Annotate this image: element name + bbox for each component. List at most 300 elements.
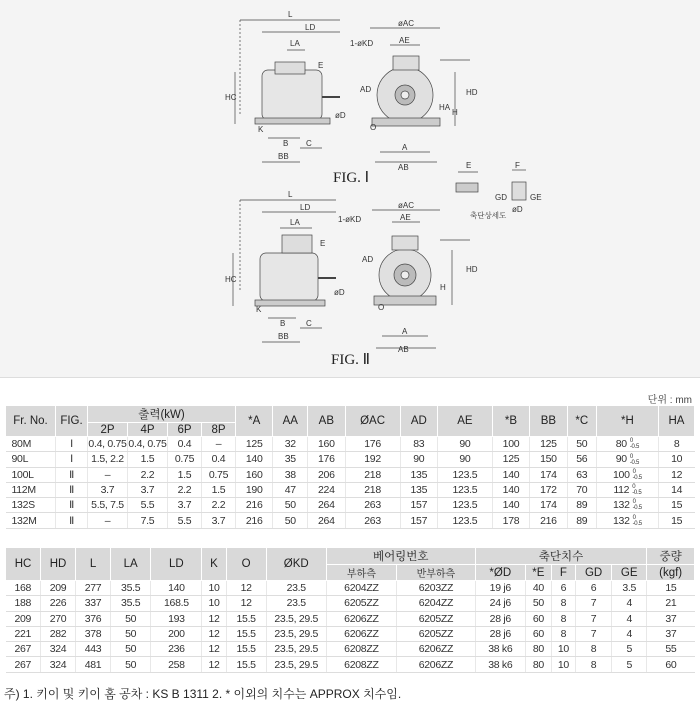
table-cell: 2.2 <box>202 498 236 513</box>
table-cell: Ⅱ <box>56 482 88 497</box>
col-2p: 2P <box>88 423 128 437</box>
table-cell: 218 <box>345 467 400 482</box>
svg-text:B: B <box>280 319 286 328</box>
table-cell: Ⅱ <box>56 467 88 482</box>
table-cell: 6 <box>575 581 611 596</box>
table-cell: 5.5, 7.5 <box>88 498 128 513</box>
table-cell: 3.7 <box>168 498 202 513</box>
table-cell: 23.5, 29.5 <box>266 642 326 657</box>
table-cell: 50 <box>111 611 151 626</box>
table-cell: 125 <box>492 452 529 467</box>
h-value: 90 <box>615 453 627 466</box>
col-kd: ØKD <box>266 548 326 581</box>
table-cell: 176 <box>345 437 400 452</box>
svg-text:H: H <box>440 283 446 292</box>
table-cell: 6205ZZ <box>326 596 396 611</box>
table-cell: 12 <box>202 642 226 657</box>
table-cell: 6204ZZ <box>326 581 396 596</box>
table-cell: 264 <box>308 498 345 513</box>
col-output: 출력(kW) <box>88 406 236 423</box>
table-cell: 50 <box>111 642 151 657</box>
shaft-bearing-table <box>5 547 695 673</box>
h-tolerance: 0 -0.5 <box>632 484 642 497</box>
table-cell: 140 <box>492 467 529 482</box>
table-cell: 160 <box>236 467 273 482</box>
svg-text:LA: LA <box>290 39 300 48</box>
table-cell: 6208ZZ <box>326 657 396 672</box>
table-cell: 50 <box>567 437 596 452</box>
table-cell: 337 <box>76 596 111 611</box>
table-cell: 89 <box>567 498 596 513</box>
col-shaft-gd: GD <box>575 565 611 581</box>
table-row <box>6 482 695 497</box>
col-shaft-d: *ØD <box>475 565 525 581</box>
table-cell: 8 <box>658 437 694 452</box>
h-value: 80 <box>615 438 627 451</box>
table-cell: 140 <box>492 482 529 497</box>
table-cell: 1.5 <box>168 467 202 482</box>
svg-text:AD: AD <box>362 255 374 264</box>
col-ae: AE <box>438 406 493 437</box>
svg-text:E: E <box>320 239 326 248</box>
table-cell: 8 <box>575 642 611 657</box>
table-cell: 160 <box>308 437 345 452</box>
table-cell: 168.5 <box>151 596 202 611</box>
table-cell: 0.4, 0.75 <box>88 438 127 451</box>
svg-text:AD: AD <box>360 85 372 94</box>
col-b: *B <box>492 406 529 437</box>
col-weight: 중량 <box>647 548 695 565</box>
col-bearing-load: 부하측 <box>326 565 396 581</box>
h-value: 132 <box>612 499 630 512</box>
table-cell: 150 <box>530 452 567 467</box>
table-cell: 1.5 <box>202 482 236 497</box>
table-cell: 123.5 <box>438 513 493 528</box>
table-cell: 10 <box>551 657 575 672</box>
table-cell: 193 <box>151 611 202 626</box>
table-cell: 10 <box>551 642 575 657</box>
table-cell: 50 <box>525 596 551 611</box>
table-cell: 216 <box>530 513 567 528</box>
svg-text:øAC: øAC <box>398 201 414 210</box>
table-cell: 4 <box>612 626 647 641</box>
table-cell: 6206ZZ <box>326 611 396 626</box>
table-row <box>6 437 695 452</box>
table-cell: 6204ZZ <box>397 596 476 611</box>
table-cell: 157 <box>400 513 437 528</box>
h-value: 132 <box>612 514 630 527</box>
table-row <box>6 611 695 626</box>
table-cell: 55 <box>647 642 695 657</box>
table-cell <box>596 437 658 452</box>
table-cell: 21 <box>647 596 695 611</box>
col-4p: 4P <box>128 423 168 437</box>
table-cell: 0.4 <box>168 437 202 452</box>
table-cell: 135 <box>400 482 437 497</box>
table-cell: 168 <box>6 581 41 596</box>
table-cell: 224 <box>308 482 345 497</box>
table-cell: 209 <box>41 581 76 596</box>
col-frame-no: Fr. No. <box>6 406 56 437</box>
col-bb: BB <box>530 406 567 437</box>
table-row <box>6 642 695 657</box>
table-cell: 90 <box>438 452 493 467</box>
table-cell: Ⅰ <box>56 437 88 452</box>
table-cell: 218 <box>345 482 400 497</box>
table-cell: 2.2 <box>128 467 168 482</box>
svg-text:AE: AE <box>400 213 411 222</box>
h-tolerance: 0 -0.5 <box>632 468 642 481</box>
fig2-label: FIG. Ⅱ <box>331 352 371 368</box>
col-shaft: 축단치수 <box>475 548 646 565</box>
table-row <box>6 581 695 596</box>
table-row <box>6 498 695 513</box>
table-cell: 23.5, 29.5 <box>266 611 326 626</box>
table-cell: 2.2 <box>168 482 202 497</box>
table-cell: 188 <box>6 596 41 611</box>
table-cell: 172 <box>530 482 567 497</box>
table-cell: 50 <box>111 657 151 672</box>
svg-text:HA: HA <box>439 103 451 112</box>
svg-text:K: K <box>256 305 262 314</box>
table-cell: 5.5 <box>128 498 168 513</box>
table-cell: 80M <box>6 437 56 452</box>
table-cell: 0.75 <box>168 452 202 467</box>
table-cell: 100 <box>492 437 529 452</box>
table-cell <box>596 452 658 467</box>
svg-text:C: C <box>306 319 312 328</box>
svg-text:LD: LD <box>300 203 311 212</box>
col-a: *A <box>236 406 273 437</box>
table-cell: 15.5 <box>226 657 266 672</box>
table-cell: 15 <box>647 581 695 596</box>
table-cell: 206 <box>308 467 345 482</box>
table-cell: 4 <box>612 596 647 611</box>
table-cell: 89 <box>567 513 596 528</box>
table-cell: 258 <box>151 657 202 672</box>
svg-text:GD: GD <box>495 193 507 202</box>
table-cell: 10 <box>202 596 226 611</box>
svg-text:K: K <box>258 125 264 134</box>
svg-text:LA: LA <box>290 218 300 227</box>
table-cell: 132S <box>6 498 56 513</box>
table-cell: 6205ZZ <box>397 626 476 641</box>
h-value: 112 <box>613 483 630 496</box>
table-cell: 125 <box>530 437 567 452</box>
table-cell: 10 <box>202 581 226 596</box>
svg-text:O: O <box>370 123 377 132</box>
table-cell: 19 j6 <box>475 581 525 596</box>
shaft-detail-view <box>456 170 526 200</box>
table-cell: 324 <box>41 657 76 672</box>
table-cell: 125 <box>236 437 273 452</box>
col-l: L <box>76 548 111 581</box>
table-cell: 112M <box>6 482 56 497</box>
col-ad: AD <box>400 406 437 437</box>
table-cell: 90 <box>400 452 437 467</box>
svg-text:HD: HD <box>466 88 478 97</box>
col-aa: AA <box>273 406 308 437</box>
table-cell: 12 <box>658 467 694 482</box>
col-ha: HA <box>658 406 694 437</box>
col-shaft-e: *E <box>525 565 551 581</box>
col-6p: 6P <box>168 423 202 437</box>
table-cell: 263 <box>345 513 400 528</box>
table-cell: 200 <box>151 626 202 641</box>
table-cell: 174 <box>530 498 567 513</box>
svg-text:E: E <box>318 61 324 70</box>
svg-text:C: C <box>306 139 312 148</box>
table-cell: 50 <box>111 626 151 641</box>
col-hd: HD <box>41 548 76 581</box>
table-cell: Ⅰ <box>56 452 88 467</box>
table-cell: 15.5 <box>226 611 266 626</box>
h-value: 100 <box>612 468 630 481</box>
table-cell: 282 <box>41 626 76 641</box>
table-cell <box>596 498 658 513</box>
table-cell: 3.5 <box>612 581 647 596</box>
svg-text:A: A <box>402 143 408 152</box>
table-cell: Ⅱ <box>56 498 88 513</box>
table-cell: Ⅱ <box>56 513 88 528</box>
table-cell: 135 <box>400 467 437 482</box>
table-cell: 6208ZZ <box>326 642 396 657</box>
table-row <box>6 513 695 528</box>
col-ac: ØAC <box>345 406 400 437</box>
table-cell: 15 <box>658 498 694 513</box>
col-hc: HC <box>6 548 41 581</box>
svg-text:øD: øD <box>512 205 523 214</box>
table-cell: 216 <box>236 513 273 528</box>
table-cell: 6206ZZ <box>397 642 476 657</box>
table-cell: 50 <box>273 498 308 513</box>
table-cell: 443 <box>76 642 111 657</box>
svg-text:HC: HC <box>225 93 237 102</box>
table-cell: 0.75 <box>202 467 236 482</box>
table-cell: 226 <box>41 596 76 611</box>
h-tolerance: 0 -0.5 <box>632 514 642 527</box>
footer-note: 주) 1. 키이 및 키이 홈 공차 : KS B 1311 2. * 이외의 치수는 APPROX 치수임. <box>4 687 402 701</box>
table-cell: 32 <box>273 437 308 452</box>
table-cell: – <box>202 437 236 452</box>
svg-text:øD: øD <box>335 111 346 120</box>
table-cell: 15 <box>658 513 694 528</box>
table-cell: 80 <box>525 642 551 657</box>
table-cell: 8 <box>575 657 611 672</box>
unit-label: 단위 : mm <box>647 395 692 406</box>
shaft-detail-label: 축단상세도 <box>470 211 507 220</box>
frame-dimension-table <box>5 405 695 529</box>
svg-text:1-øKD: 1-øKD <box>350 39 374 48</box>
table-cell: 176 <box>308 452 345 467</box>
table-cell: 10 <box>658 452 694 467</box>
table-row <box>6 596 695 611</box>
svg-text:BB: BB <box>278 332 289 341</box>
table-cell: 38 k6 <box>475 642 525 657</box>
col-weight-unit: (kgf) <box>647 565 695 581</box>
table-cell: 12 <box>226 596 266 611</box>
svg-text:AE: AE <box>399 36 410 45</box>
table-cell: 270 <box>41 611 76 626</box>
table-cell: 90L <box>6 452 56 467</box>
table-cell: 123.5 <box>438 467 493 482</box>
table-cell: 7 <box>575 626 611 641</box>
table-cell: 264 <box>308 513 345 528</box>
table-cell: 123.5 <box>438 498 493 513</box>
col-k: K <box>202 548 226 581</box>
table-cell: 221 <box>6 626 41 641</box>
table-cell: 6205ZZ <box>397 611 476 626</box>
table-row <box>6 626 695 641</box>
table-cell: 178 <box>492 513 529 528</box>
table-cell: 56 <box>567 452 596 467</box>
svg-text:L: L <box>288 10 293 19</box>
table-cell: 3.7 <box>202 513 236 528</box>
table-cell: 216 <box>236 498 273 513</box>
svg-text:A: A <box>402 327 408 336</box>
table-cell: 28 j6 <box>475 626 525 641</box>
table-cell: 83 <box>400 437 437 452</box>
table-cell: 3.7 <box>128 482 168 497</box>
col-h: *H <box>596 406 658 437</box>
col-fig: FIG. <box>56 406 88 437</box>
table-cell: 40 <box>525 581 551 596</box>
table-cell: 3.7 <box>88 482 128 497</box>
table-cell: 60 <box>525 611 551 626</box>
table-cell: 267 <box>6 657 41 672</box>
frame-table-body <box>6 437 695 529</box>
table-cell: 50 <box>273 513 308 528</box>
table-cell: 277 <box>76 581 111 596</box>
table-cell: 8 <box>551 626 575 641</box>
table-cell: 24 j6 <box>475 596 525 611</box>
col-c: *C <box>567 406 596 437</box>
table-cell: 23.5, 29.5 <box>266 657 326 672</box>
table-cell: 60 <box>525 626 551 641</box>
table-cell: 23.5 <box>266 596 326 611</box>
svg-text:AB: AB <box>398 345 409 354</box>
table-cell: 376 <box>76 611 111 626</box>
table-cell: 6206ZZ <box>397 657 476 672</box>
col-la: LA <box>111 548 151 581</box>
table-cell: 140 <box>151 581 202 596</box>
table-cell: 4 <box>612 611 647 626</box>
table-cell: 37 <box>647 626 695 641</box>
table-cell: 0.4 <box>202 452 236 467</box>
table-cell: 140 <box>492 498 529 513</box>
table-cell: 267 <box>6 642 41 657</box>
table-cell: 28 j6 <box>475 611 525 626</box>
col-ld: LD <box>151 548 202 581</box>
table-cell: 1.5 <box>128 452 168 467</box>
svg-text:1-øKD: 1-øKD <box>338 215 362 224</box>
table-cell: 35.5 <box>111 596 151 611</box>
h-tolerance: 0 -0.5 <box>629 438 639 451</box>
table-cell: 38 k6 <box>475 657 525 672</box>
col-bearing-antiload: 반부하측 <box>397 565 476 581</box>
table-cell: – <box>88 513 128 528</box>
table-cell: 35 <box>273 452 308 467</box>
table-cell: 60 <box>647 657 695 672</box>
table-cell: 37 <box>647 611 695 626</box>
table-cell: 7 <box>575 596 611 611</box>
svg-text:HC: HC <box>225 275 237 284</box>
svg-text:L: L <box>288 190 293 199</box>
table-cell: 324 <box>41 642 76 657</box>
svg-text:B: B <box>283 139 289 148</box>
table-cell: 140 <box>236 452 273 467</box>
table-cell: 6206ZZ <box>326 626 396 641</box>
table-cell: 70 <box>567 482 596 497</box>
h-tolerance: 0 -0.5 <box>629 453 639 466</box>
col-o: O <box>226 548 266 581</box>
col-ab: AB <box>308 406 345 437</box>
table-cell: 90 <box>438 437 493 452</box>
table-cell: 12 <box>202 626 226 641</box>
table-cell: 35.5 <box>111 581 151 596</box>
table-cell: 378 <box>76 626 111 641</box>
table-cell <box>596 513 658 528</box>
table-cell: 7 <box>575 611 611 626</box>
table-cell: 23.5, 29.5 <box>266 626 326 641</box>
table-cell: 7.5 <box>128 513 168 528</box>
table-cell: 38 <box>273 467 308 482</box>
table-cell: 15.5 <box>226 626 266 641</box>
table-cell: 5 <box>612 657 647 672</box>
col-8p: 8P <box>202 423 236 437</box>
col-shaft-f: F <box>551 565 575 581</box>
table-cell: 63 <box>567 467 596 482</box>
svg-text:øD: øD <box>334 288 345 297</box>
table-cell: 192 <box>345 452 400 467</box>
svg-text:øAC: øAC <box>398 19 414 28</box>
table-cell: 1.5, 2.2 <box>88 452 128 467</box>
table-row <box>6 452 695 467</box>
table-cell: 6203ZZ <box>397 581 476 596</box>
table-cell: 6 <box>551 581 575 596</box>
h-tolerance: 0 -0.5 <box>632 499 642 512</box>
fig1-label: FIG. Ⅰ <box>333 170 370 186</box>
table-cell: 8 <box>551 596 575 611</box>
col-shaft-ge: GE <box>612 565 647 581</box>
table-cell: 12 <box>202 611 226 626</box>
table-cell: 132M <box>6 513 56 528</box>
table-cell <box>596 467 658 482</box>
table-cell: 157 <box>400 498 437 513</box>
fig2-front-view <box>372 210 470 348</box>
table-cell: 8 <box>551 611 575 626</box>
svg-text:HD: HD <box>466 265 478 274</box>
table-cell: 209 <box>6 611 41 626</box>
table-cell: 47 <box>273 482 308 497</box>
table-cell: 14 <box>658 482 694 497</box>
fig1-front-view <box>370 28 470 162</box>
table-cell <box>596 482 658 497</box>
table-cell: 190 <box>236 482 273 497</box>
table-cell: 174 <box>530 467 567 482</box>
svg-text:LD: LD <box>305 23 316 32</box>
table-cell: 236 <box>151 642 202 657</box>
table-cell: 100L <box>6 467 56 482</box>
table-row <box>6 467 695 482</box>
table-cell: 5.5 <box>168 513 202 528</box>
svg-text:E: E <box>466 161 472 170</box>
table-cell: 481 <box>76 657 111 672</box>
svg-text:AB: AB <box>398 163 409 172</box>
svg-text:H: H <box>452 108 458 117</box>
svg-text:F: F <box>515 161 520 170</box>
table-cell: 5 <box>612 642 647 657</box>
